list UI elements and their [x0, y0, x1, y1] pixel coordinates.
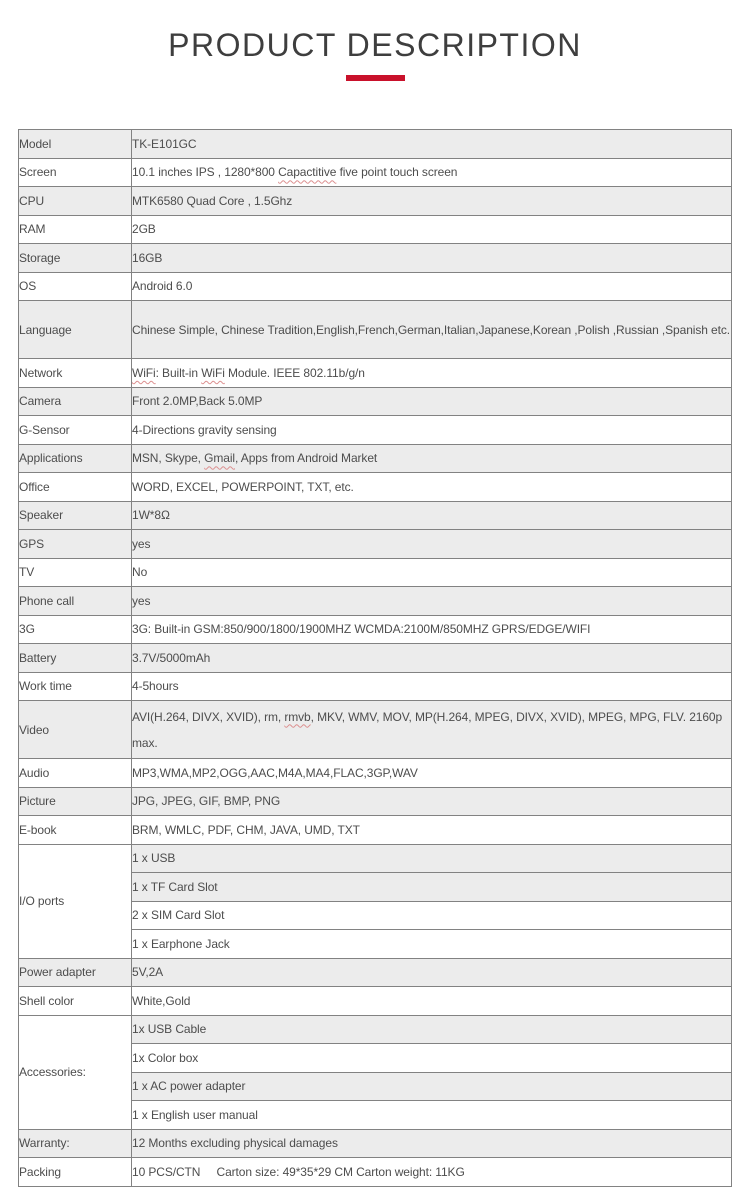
spec-label: Warranty:: [19, 1129, 132, 1158]
spec-value: AVI(H.264, DIVX, XVID), rm, rmvb, MKV, WMV, MOV, MP(H.264, MPEG, DIVX, XVID), MPEG, MPG, FLV. 2160p max.: [132, 701, 732, 759]
spec-row-ram: [19, 215, 732, 244]
spec-value: 1x Color box: [132, 1044, 732, 1073]
spec-value: MSN, Skype, Gmail, Apps from Android Market: [132, 444, 732, 473]
spec-label: OS: [19, 272, 132, 301]
spec-row-audio: [19, 759, 732, 788]
spec-row-packing: [19, 1158, 732, 1187]
spec-label: Camera: [19, 387, 132, 416]
spec-subrow-accessories-0: [19, 1015, 732, 1044]
spec-row-battery: [19, 644, 732, 673]
spec-value: White,Gold: [132, 987, 732, 1016]
spec-value: MTK6580 Quad Core , 1.5Ghz: [132, 187, 732, 216]
spec-row-picture: [19, 787, 732, 816]
misspelled-word: rmvb: [284, 709, 311, 724]
spec-label: G-Sensor: [19, 416, 132, 445]
misspelled-word: WiFi: [201, 365, 225, 380]
spec-row-office: [19, 473, 732, 502]
spec-value: 1 x English user manual: [132, 1101, 732, 1130]
misspelled-word: Gmail: [204, 451, 235, 466]
spec-row-phone-call: [19, 587, 732, 616]
spec-label: Battery: [19, 644, 132, 673]
spec-label: Picture: [19, 787, 132, 816]
spec-label: Office: [19, 473, 132, 502]
spec-row-3g: [19, 615, 732, 644]
spec-row-camera: [19, 387, 732, 416]
spec-value: 10.1 inches IPS , 1280*800 Capactitive five point touch screen: [132, 158, 732, 187]
spec-label: Power adapter: [19, 958, 132, 987]
spec-row-screen: [19, 158, 732, 187]
spec-value: TK-E101GC: [132, 130, 732, 159]
spec-row-language: [19, 301, 732, 359]
spec-label: Speaker: [19, 501, 132, 530]
spec-value: yes: [132, 530, 732, 559]
spec-value: Front 2.0MP,Back 5.0MP: [132, 387, 732, 416]
spec-value: 1 x USB: [132, 844, 732, 873]
spec-label: Applications: [19, 444, 132, 473]
spec-row-g-sensor: [19, 416, 732, 445]
spec-value: 4-5hours: [132, 672, 732, 701]
spec-value: 1 x TF Card Slot: [132, 873, 732, 902]
spec-label: Shell color: [19, 987, 132, 1016]
spec-label: Work time: [19, 672, 132, 701]
spec-row-storage: [19, 244, 732, 273]
spec-row-work-time: [19, 672, 732, 701]
spec-row-network: [19, 359, 732, 388]
spec-value: 2GB: [132, 215, 732, 244]
spec-label: 3G: [19, 615, 132, 644]
title-underline-bar: [346, 75, 405, 81]
spec-row-os: [19, 272, 732, 301]
spec-row-tv: [19, 558, 732, 587]
spec-label: Video: [19, 701, 132, 759]
spec-row-applications: [19, 444, 732, 473]
product-spec-table: [18, 129, 732, 1187]
spec-label: CPU: [19, 187, 132, 216]
spec-label: Audio: [19, 759, 132, 788]
spec-value: 3G: Built-in GSM:850/900/1800/1900MHZ WCMDA:2100M/850MHZ GPRS/EDGE/WIFI: [132, 615, 732, 644]
spec-row-warranty: [19, 1129, 732, 1158]
spec-label: TV: [19, 558, 132, 587]
spec-value: yes: [132, 587, 732, 616]
spec-value: JPG, JPEG, GIF, BMP, PNG: [132, 787, 732, 816]
spec-label: Phone call: [19, 587, 132, 616]
spec-value: 3.7V/5000mAh: [132, 644, 732, 673]
page-title: PRODUCT DESCRIPTION: [168, 27, 582, 63]
spec-value: 1 x AC power adapter: [132, 1072, 732, 1101]
spec-row-cpu: [19, 187, 732, 216]
spec-label: Accessories:: [19, 1015, 132, 1129]
spec-label: Storage: [19, 244, 132, 273]
spec-value: 12 Months excluding physical damages: [132, 1129, 732, 1158]
spec-value: BRM, WMLC, PDF, CHM, JAVA, UMD, TXT: [132, 816, 732, 845]
spec-label: Network: [19, 359, 132, 388]
spec-value: 1x USB Cable: [132, 1015, 732, 1044]
page-header: [0, 0, 750, 81]
spec-row-power-adapter: [19, 958, 732, 987]
spec-value: Chinese Simple, Chinese Tradition,English,French,German,Italian,Japanese,Korean ,Polish ,Russian ,Spanish etc.: [132, 301, 732, 359]
spec-value: 4-Directions gravity sensing: [132, 416, 732, 445]
misspelled-word: WiFi: [132, 365, 156, 380]
spec-value: MP3,WMA,MP2,OGG,AAC,M4A,MA4,FLAC,3GP,WAV: [132, 759, 732, 788]
spec-row-speaker: [19, 501, 732, 530]
spec-value: 1 x Earphone Jack: [132, 930, 732, 959]
spec-label: E-book: [19, 816, 132, 845]
misspelled-word: Capactitive: [278, 165, 337, 180]
spec-value: Android 6.0: [132, 272, 732, 301]
spec-value: WiFi: Built-in WiFi Module. IEEE 802.11b/g/n: [132, 359, 732, 388]
spec-row-model: [19, 130, 732, 159]
spec-label: RAM: [19, 215, 132, 244]
spec-value: No: [132, 558, 732, 587]
spec-value: WORD, EXCEL, POWERPOINT, TXT, etc.: [132, 473, 732, 502]
spec-row-video: [19, 701, 732, 759]
spec-row-e-book: [19, 816, 732, 845]
spec-value: 10 PCS/CTN Carton size: 49*35*29 CM Carton weight: 11KG: [132, 1158, 732, 1187]
spec-value: 5V,2A: [132, 958, 732, 987]
spec-value: 1W*8Ω: [132, 501, 732, 530]
spec-label: Screen: [19, 158, 132, 187]
spec-label: Language: [19, 301, 132, 359]
spec-value: 2 x SIM Card Slot: [132, 901, 732, 930]
spec-table-body: [19, 130, 732, 1187]
spec-row-shell-color: [19, 987, 732, 1016]
spec-label: GPS: [19, 530, 132, 559]
spec-label: Model: [19, 130, 132, 159]
spec-table-container: [18, 129, 732, 1187]
spec-subrow-i-o-ports-0: [19, 844, 732, 873]
spec-label: Packing: [19, 1158, 132, 1187]
spec-row-gps: [19, 530, 732, 559]
spec-label: I/O ports: [19, 844, 132, 958]
spec-value: 16GB: [132, 244, 732, 273]
